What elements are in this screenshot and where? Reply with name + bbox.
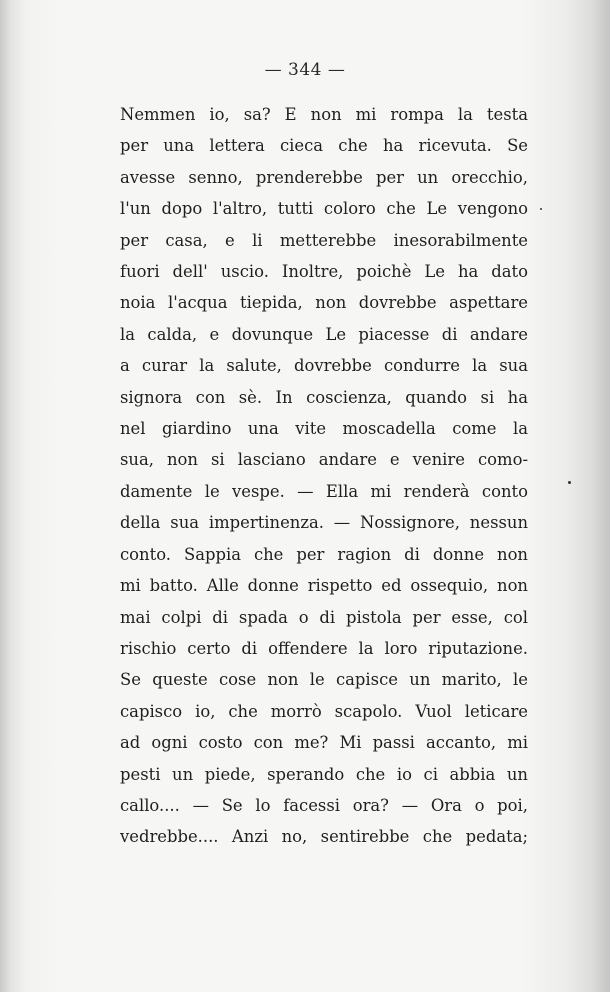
text-line: l'un dopo l'altro, tutti coloro che Le vengono	[120, 199, 528, 219]
text-line: avesse senno, prenderebbe per un orecchio,	[120, 167, 528, 187]
text-line: rischio certo di offendere la loro riputazione.	[120, 638, 528, 658]
text-line: nel giardino una vite moscadella come la	[120, 419, 528, 439]
text-line: vedrebbe.... Anzi no, sentirebbe che pedata;	[120, 827, 528, 847]
text-line: per una lettera cieca che ha ricevuta. Se	[120, 136, 528, 156]
text-line: signora con sè. In coscienza, quando si ha	[120, 387, 528, 407]
text-line: mai colpi di spada o di pistola per esse, col	[120, 607, 528, 627]
text-line: callo.... — Se lo facessi ora? — Ora o poi,	[120, 795, 528, 815]
text-line: sua, non si lasciano andare e venire como-	[120, 450, 528, 470]
ink-speck	[540, 208, 542, 210]
text-line: pesti un piede, sperando che io ci abbia un	[120, 764, 528, 784]
text-line: capisco io, che morrò scapolo. Vuol leticare	[120, 701, 528, 721]
text-line: per casa, e li metterebbe inesorabilmente	[120, 230, 528, 250]
text-line: fuori dell' uscio. Inoltre, poichè Le ha dato	[120, 262, 528, 282]
text-line: conto. Sappia che per ragion di donne non	[120, 544, 528, 564]
text-line: Nemmen io, sa? E non mi rompa la testa	[120, 105, 528, 124]
text-line: damente le vespe. — Ella mi renderà conto	[120, 481, 528, 501]
text-line: della sua impertinenza. — Nossignore, nessun	[120, 513, 528, 533]
page-body-text	[120, 99, 528, 853]
text-line: mi batto. Alle donne rispetto ed ossequio, non	[120, 576, 528, 596]
text-line: a curar la salute, dovrebbe condurre la sua	[120, 356, 528, 376]
text-line: noia l'acqua tiepida, non dovrebbe aspettare	[120, 293, 528, 313]
ink-speck	[568, 481, 571, 484]
text-line: ad ogni costo con me? Mi passi accanto, mi	[120, 733, 528, 753]
text-line: la calda, e dovunque Le piacesse di andare	[120, 324, 528, 344]
text-line: Se queste cose non le capisce un marito, le	[120, 670, 528, 690]
page-number-header: — 344 —	[264, 60, 346, 80]
